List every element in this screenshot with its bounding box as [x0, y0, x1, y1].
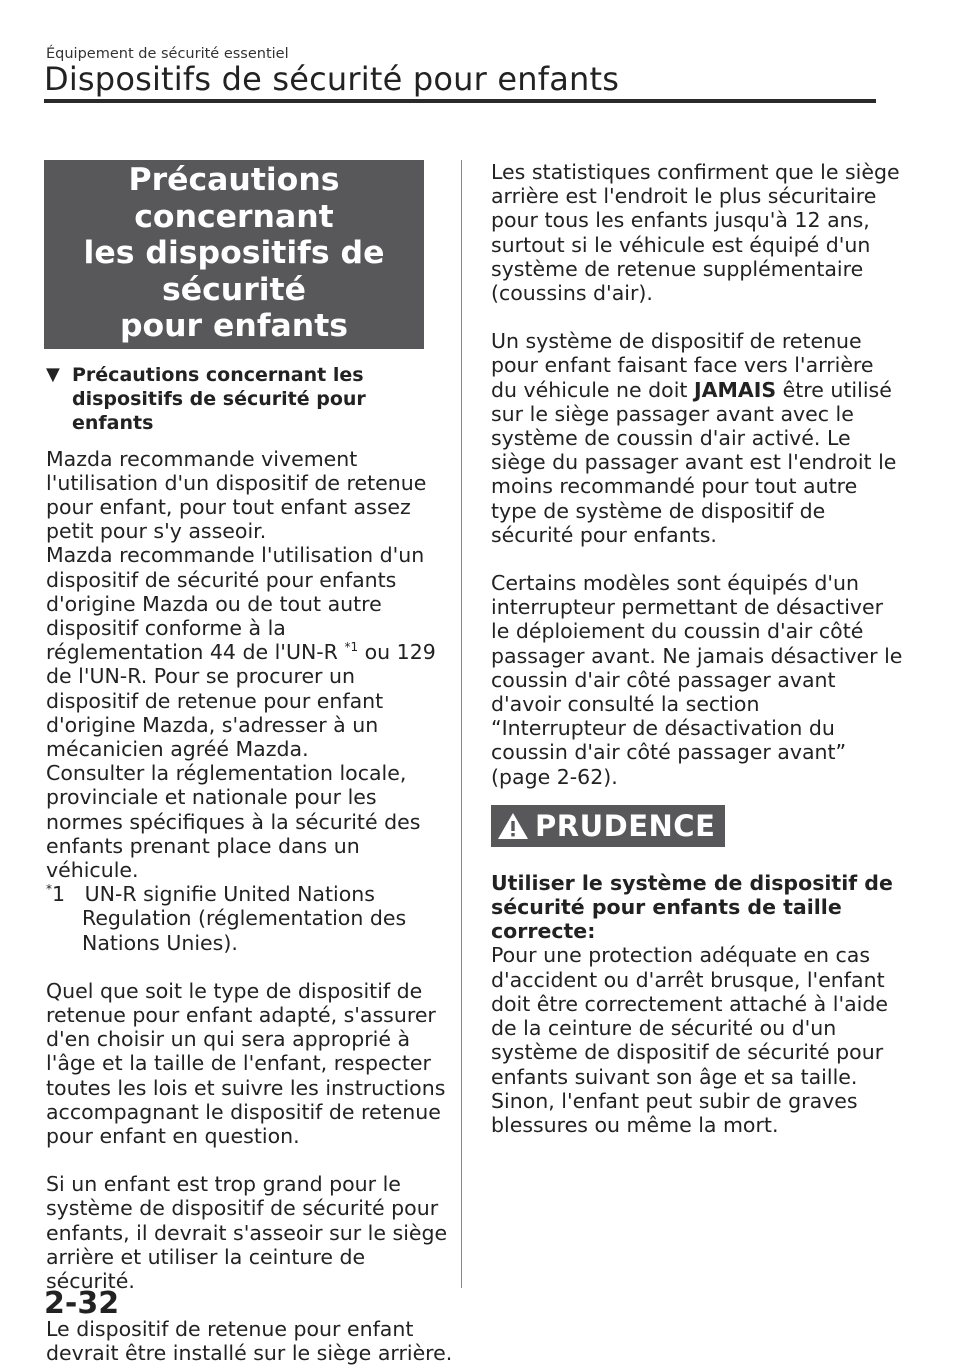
text-line	[491, 377, 892, 402]
left-column	[46, 160, 453, 1366]
caution-badge	[491, 805, 725, 847]
paragraph-choice	[46, 978, 446, 1148]
text-line: doit être correctement attaché à l'aide	[491, 991, 888, 1016]
text-line: Mazda recommande l'utilisation d'un	[46, 543, 425, 568]
text-line: Mazda recommande vivement	[46, 446, 358, 471]
text-line: d'avoir consulté la section	[491, 692, 760, 717]
text-line: devrait être installé sur le siège arrière.	[46, 1341, 453, 1366]
text-line: Certains modèles sont équipés d'un	[491, 571, 860, 596]
text-line: Le dispositif de retenue pour enfant	[46, 1317, 414, 1342]
text-line: système de coussin d'air activé. Le	[491, 426, 851, 451]
text-line: blessures ou même la mort.	[491, 1112, 779, 1137]
text-line: d'origine Mazda ou de tout autre	[46, 591, 382, 616]
text-line: (coussins d'air).	[491, 281, 653, 306]
text-line: sécurité pour enfants.	[491, 522, 717, 547]
text-fragment: ou 129	[358, 640, 436, 665]
emphasis-never: JAMAIS	[693, 377, 777, 402]
text-line: mécanicien agréé Mazda.	[46, 736, 309, 761]
paragraph-large-child	[46, 1172, 448, 1293]
paragraph-intro	[46, 447, 434, 883]
text-line: Les statistiques confirment que le siège	[491, 160, 900, 184]
text-line: système de dispositif de sécurité pour	[491, 1040, 884, 1065]
section-title-line: Précautions concernant	[128, 162, 340, 235]
text-fragment: du véhicule ne doit	[491, 377, 694, 402]
text-line: système de retenue supplémentaire	[491, 256, 864, 281]
text-line: Consulter la réglementation locale,	[46, 761, 407, 786]
text-line: Regulation (réglementation des	[82, 906, 407, 931]
text-line: pour enfant faisant face vers l'arrière	[491, 353, 874, 378]
text-line: dispositif de retenue pour enfant	[46, 688, 384, 713]
warning-icon	[497, 812, 529, 840]
text-line: sur le siège passager avant avec le	[491, 401, 854, 426]
text-line: “Interrupteur de désactivation du	[491, 716, 835, 741]
text-line: retenue pour enfant adapté, s'assurer	[46, 1002, 436, 1027]
text-line: accompagnant le dispositif de retenue	[46, 1099, 441, 1124]
text-line: coussin d'air côté passager avant	[491, 667, 836, 692]
text-line: le déploiement du coussin d'air côté	[491, 619, 864, 644]
header-divider	[44, 99, 876, 103]
text-fragment: réglementation 44 de l'UN-R	[46, 640, 345, 665]
text-line: provinciale et nationale pour les	[46, 785, 377, 810]
section-title-line: les dispositifs de sécurité	[83, 235, 385, 308]
text-line: enfants suivant son âge et sa taille.	[491, 1064, 858, 1089]
text-line: de l'UN-R. Pour se procurer un	[46, 664, 355, 689]
text-line: d'en choisir un qui sera approprié à	[46, 1027, 411, 1052]
text-line: type de système de dispositif de	[491, 498, 826, 523]
section-title-box	[44, 160, 424, 349]
subheading-line: dispositifs de sécurité pour enfants	[72, 387, 366, 434]
paragraph-rear-seat	[46, 1317, 453, 1366]
footnote-number: 1	[52, 882, 66, 907]
text-line: toutes les lois et suivre les instructions	[46, 1075, 446, 1100]
text-line: Un système de dispositif de retenue	[491, 329, 862, 354]
text-line: Si un enfant est trop grand pour le	[46, 1172, 401, 1197]
column-divider	[461, 160, 462, 1288]
right-column	[491, 160, 903, 1137]
text-line: enfants, il devrait s'asseoir sur le siège	[46, 1220, 448, 1245]
text-line: pour enfant en question.	[46, 1123, 300, 1148]
text-line: l'utilisation d'un dispositif de retenue	[46, 470, 427, 495]
text-line: pour enfant, pour tout enfant assez	[46, 494, 411, 519]
footnote-ref: *1	[344, 640, 359, 655]
section-title-line: pour enfants	[119, 308, 349, 344]
caution-body	[491, 943, 888, 1137]
subheading-line: Précautions concernant les	[72, 363, 364, 386]
text-line: siège du passager avant est l'endroit le	[491, 450, 897, 475]
triangle-down-icon: ▼	[46, 363, 60, 385]
text-line: Utiliser le système de dispositif de	[491, 870, 893, 895]
text-line: interrupteur permettant de désactiver	[491, 595, 884, 620]
text-line: petit pour s'y asseoir.	[46, 519, 267, 544]
text-line: véhicule.	[46, 857, 139, 882]
text-line: (page 2-62).	[491, 764, 618, 789]
text-line: Pour une protection adéquate en cas	[491, 943, 871, 968]
page-title: Dispositifs de sécurité pour enfants	[44, 60, 620, 98]
text-line: d'accident ou d'arrêt brusque, l'enfant	[491, 967, 885, 992]
text-line: sécurité.	[46, 1269, 135, 1293]
text-line: enfants prenant place dans un	[46, 833, 360, 858]
text-line: correcte:	[491, 919, 596, 944]
text-line: Nations Unies).	[82, 930, 238, 955]
text-line: passager avant. Ne jamais désactiver le	[491, 643, 903, 668]
text-line: d'origine Mazda, s'adresser à un	[46, 712, 379, 737]
text-line: Sinon, l'enfant peut subir de graves	[491, 1088, 858, 1113]
text-line: l'âge et la taille de l'enfant, respecter	[46, 1051, 431, 1076]
text-line: coussin d'air côté passager avant”	[491, 740, 847, 765]
caution-label: PRUDENCE	[535, 808, 716, 843]
text-fragment: être utilisé	[776, 377, 892, 402]
caution-heading	[491, 870, 893, 944]
footnote	[46, 882, 434, 955]
text-fragment: UN-R signifie United Nations	[84, 882, 375, 907]
text-line: arrière est l'endroit le plus sécuritaire	[491, 184, 877, 209]
text-line	[46, 882, 434, 906]
text-line: moins recommandé pour tout autre	[491, 474, 858, 499]
text-line: sécurité pour enfants de taille	[491, 895, 842, 920]
subheading	[46, 363, 434, 435]
paragraph-statistics	[491, 160, 900, 306]
text-line: dispositif conforme à la	[46, 615, 286, 640]
paragraph-deactivation-switch	[491, 571, 903, 789]
page-number: 2-32	[44, 1286, 120, 1321]
text-line: surtout si le véhicule est équipé d'un	[491, 232, 871, 257]
text-line: système de dispositif de sécurité pour	[46, 1196, 439, 1221]
paragraph-rear-facing	[491, 329, 897, 547]
text-line: de la ceinture de sécurité ou d'un	[491, 1016, 837, 1041]
text-line	[46, 640, 434, 664]
text-line: Quel que soit le type de dispositif de	[46, 978, 423, 1003]
chapter-label: Équipement de sécurité essentiel	[46, 46, 289, 62]
footnote-mark: *	[46, 882, 52, 897]
text-line: arrière et utiliser la ceinture de	[46, 1244, 366, 1269]
text-line: dispositif de sécurité pour enfants	[46, 567, 397, 592]
text-line: normes spécifiques à la sécurité des	[46, 809, 421, 834]
text-line: pour tous les enfants jusqu'à 12 ans,	[491, 208, 870, 233]
